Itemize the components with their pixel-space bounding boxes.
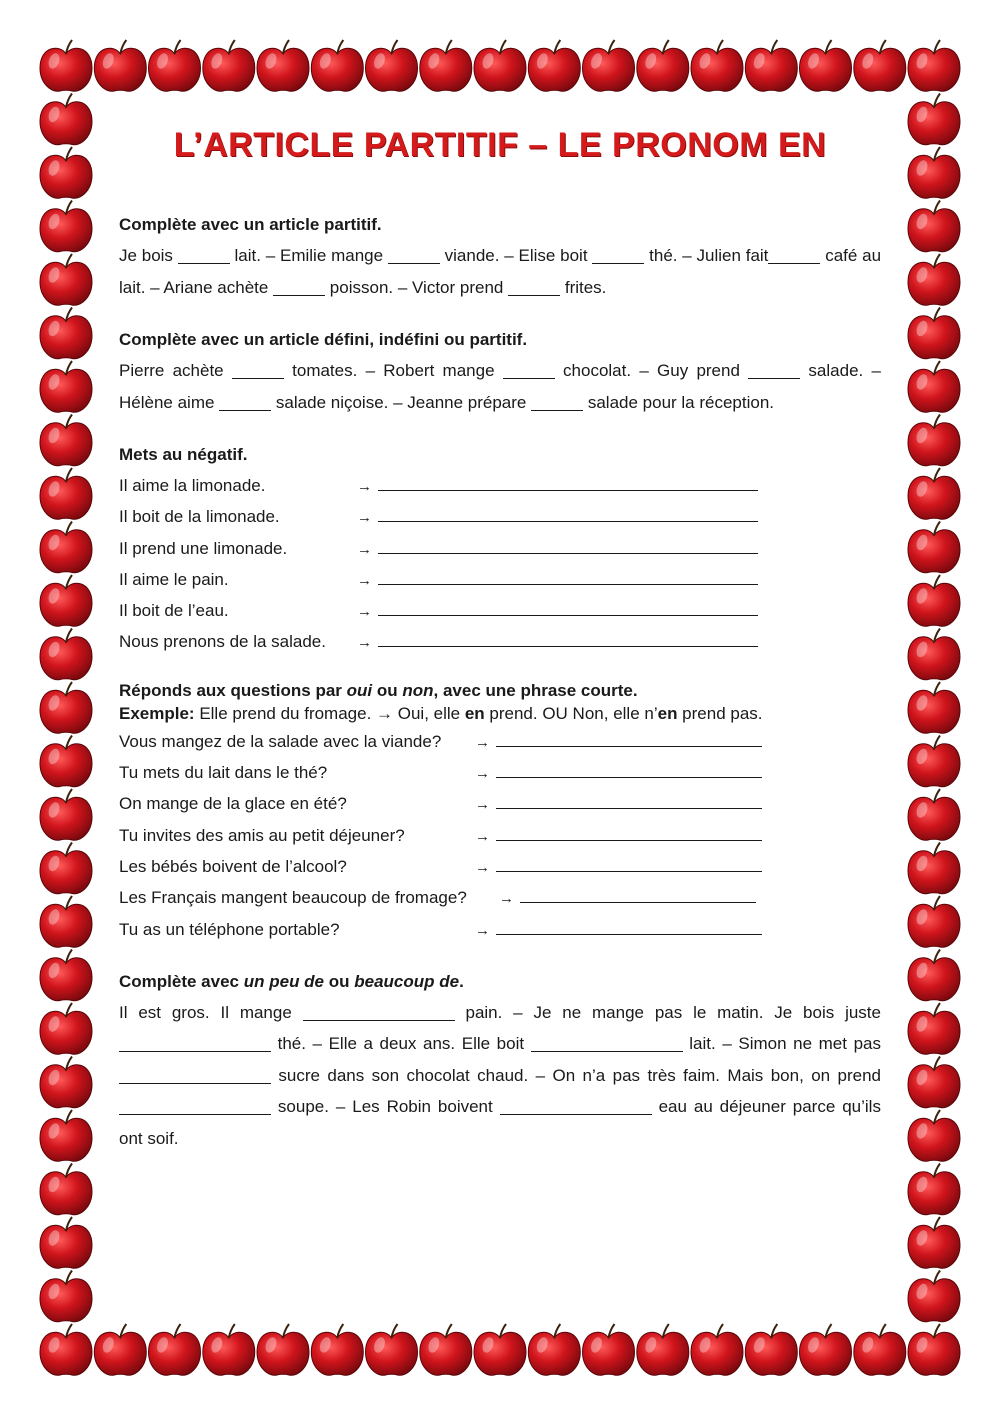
blank[interactable] <box>592 245 644 264</box>
apple-icon <box>311 1324 363 1375</box>
exercise-2-heading: Complète avec un article défini, indéfini ou partitif. <box>119 330 528 349</box>
apple-icon <box>40 1110 92 1161</box>
list-item <box>119 757 881 788</box>
exercise-3 <box>119 440 881 658</box>
apple-icon <box>40 575 92 626</box>
arrow-icon: → <box>475 733 490 751</box>
apple-icon <box>908 361 960 412</box>
apple-icon <box>257 40 309 91</box>
question: Les Français mangent beaucoup de fromage? <box>119 888 467 908</box>
list-item <box>119 726 881 757</box>
apple-icon <box>908 201 960 252</box>
question: Tu as un téléphone portable? <box>119 919 340 939</box>
blank[interactable] <box>273 277 325 296</box>
text: Réponds aux questions par <box>119 680 347 700</box>
text: salade niçoise. – Jeanne prépare <box>275 392 527 412</box>
question-list <box>119 726 881 945</box>
example-sentence <box>119 702 881 726</box>
exercise-2 <box>119 325 881 418</box>
apple-icon <box>474 40 526 91</box>
apple-icon <box>40 40 92 91</box>
question: On mange de la glace en été? <box>119 794 347 814</box>
apple-icon <box>40 950 92 1001</box>
question: Tu mets du lait dans le thé? <box>119 763 328 783</box>
arrow-icon: → <box>357 540 372 558</box>
answer-line[interactable] <box>378 535 758 554</box>
list-item <box>119 501 881 532</box>
apple-icon <box>908 575 960 626</box>
apple-icon <box>908 1110 960 1161</box>
blank[interactable] <box>768 245 820 264</box>
text: salade pour la réception. <box>587 392 775 412</box>
blank[interactable] <box>178 245 230 264</box>
apple-icon <box>40 94 92 145</box>
arrow-icon: → <box>475 858 490 876</box>
apple-icon <box>745 40 797 91</box>
apple-icon <box>40 789 92 840</box>
list-item <box>119 626 881 657</box>
apple-icon <box>691 1324 743 1375</box>
apple-icon <box>583 1324 635 1375</box>
question: Les bébés boivent de l’alcool? <box>119 856 347 876</box>
text: Pierre achète <box>119 361 224 380</box>
list-item <box>119 882 881 913</box>
blank[interactable] <box>232 360 284 379</box>
apple-icon <box>474 1324 526 1375</box>
arrow-icon: → <box>499 890 514 908</box>
answer-line[interactable] <box>496 822 762 841</box>
blank[interactable] <box>503 360 555 379</box>
blank[interactable] <box>119 1065 271 1084</box>
apple-icon <box>40 1057 92 1108</box>
text: ou <box>324 971 355 991</box>
apple-icon <box>908 1164 960 1215</box>
example-label: Exemple: <box>119 703 195 723</box>
blank[interactable] <box>219 392 271 411</box>
apple-icon <box>908 736 960 787</box>
apple-icon <box>691 40 743 91</box>
apple-icon <box>908 1271 960 1322</box>
blank[interactable] <box>500 1096 652 1115</box>
arrow-icon: → <box>357 478 372 495</box>
apple-icon <box>420 1324 472 1375</box>
text: un peu de <box>243 971 325 991</box>
text: lait. – Simon ne met pas <box>689 1034 881 1054</box>
worksheet <box>119 120 881 1176</box>
apple-icon <box>366 1324 418 1375</box>
apple-icon <box>311 40 363 91</box>
text: non <box>402 680 434 700</box>
text: pain. – Je ne mange pas le matin. Je bois juste <box>465 1002 881 1022</box>
answer-line[interactable] <box>496 853 762 872</box>
exercise-5-text <box>119 997 881 1155</box>
arrow-icon: → <box>475 921 490 939</box>
text: sucre dans son chocolat chaud. – On n’a pas très faim. Mais bon, on prend <box>278 1065 881 1085</box>
text: salade. – <box>808 361 881 380</box>
apple-icon <box>908 40 960 91</box>
apple-icon <box>40 522 92 573</box>
arrow-icon: → <box>475 796 490 814</box>
apple-icon <box>908 950 960 1001</box>
text: thé. – Elle a deux ans. Elle boit <box>277 1034 525 1054</box>
blank[interactable] <box>508 277 560 296</box>
question: Il prend une limonade. <box>119 538 288 558</box>
blank[interactable] <box>388 245 440 264</box>
text: . <box>459 971 464 991</box>
question: Vous mangez de la salade avec la viande? <box>119 731 442 751</box>
text: frites. <box>564 277 607 297</box>
arrow-icon: → <box>475 827 490 845</box>
blank[interactable] <box>119 1033 271 1052</box>
exercise-1-text <box>119 240 881 303</box>
apple-icon <box>908 308 960 359</box>
apple-icon <box>800 40 852 91</box>
text: en <box>464 703 485 723</box>
apple-icon <box>40 415 92 466</box>
answer-line[interactable] <box>496 790 762 809</box>
apple-icon <box>908 415 960 466</box>
apple-icon <box>40 629 92 680</box>
apple-icon <box>40 468 92 519</box>
arrow-icon: → <box>475 765 490 783</box>
apple-icon <box>854 1324 906 1375</box>
blank[interactable] <box>748 360 800 379</box>
apple-icon <box>40 147 92 198</box>
apple-icon <box>908 896 960 947</box>
blank[interactable] <box>531 392 583 411</box>
apple-icon <box>40 736 92 787</box>
text: poisson. – Victor prend <box>329 277 504 297</box>
answer-line[interactable] <box>520 884 756 903</box>
list-item <box>119 533 881 564</box>
text: , avec une phrase courte. <box>433 680 638 700</box>
apple-icon <box>149 40 201 91</box>
text: prend. OU Non, elle n’ <box>484 703 658 723</box>
worksheet-title: L’ARTICLE PARTITIF – LE PRONOM EN <box>173 126 827 164</box>
apple-icon <box>637 40 689 91</box>
apple-icon <box>366 40 418 91</box>
apple-icon <box>908 682 960 733</box>
text: café au lait. – Ariane achète <box>119 246 882 297</box>
exercise-5 <box>119 967 881 1155</box>
question: Il boit de l’eau. <box>119 601 229 621</box>
answer-line[interactable] <box>496 759 762 778</box>
apple-icon <box>908 147 960 198</box>
apple-icon <box>528 40 580 91</box>
text: prend pas. <box>677 703 763 723</box>
answer-line[interactable] <box>378 628 758 647</box>
blank[interactable] <box>531 1033 683 1052</box>
apple-icon <box>40 1271 92 1322</box>
exercise-4 <box>119 680 881 945</box>
text: eau au déjeuner parce qu’ils ont soif. <box>119 1097 881 1148</box>
text: Hélène aime <box>119 392 215 412</box>
text: Il est gros. Il mange <box>119 1002 292 1022</box>
apple-icon <box>745 1324 797 1375</box>
apple-icon <box>854 40 906 91</box>
apple-icon <box>203 1324 255 1375</box>
list-item <box>119 595 881 626</box>
apple-icon <box>908 629 960 680</box>
arrow-icon: → <box>357 603 372 621</box>
answer-line[interactable] <box>378 597 758 616</box>
apple-icon <box>908 1324 960 1375</box>
list-item <box>119 820 881 851</box>
answer-line[interactable] <box>496 728 762 747</box>
text: lait. – Emilie mange <box>234 246 384 265</box>
text: chocolat. – Guy prend <box>563 361 740 380</box>
blank[interactable] <box>303 1002 455 1021</box>
list-item <box>119 851 881 882</box>
answer-line[interactable] <box>496 916 762 935</box>
text: en <box>657 703 678 723</box>
apple-icon <box>94 40 146 91</box>
apple-icon <box>40 1217 92 1268</box>
apple-icon <box>908 789 960 840</box>
apple-icon <box>40 1003 92 1054</box>
exercise-3-heading: Mets au négatif. <box>119 445 248 464</box>
apple-icon <box>40 361 92 412</box>
apple-icon <box>40 254 92 305</box>
text: oui <box>346 680 373 700</box>
text: ou <box>372 680 403 700</box>
apple-icon <box>257 1324 309 1375</box>
text: Complète avec <box>119 971 244 991</box>
question: Il aime le pain. <box>119 569 229 589</box>
apple-icon <box>420 40 472 91</box>
text: viande. – Elise boit <box>444 246 588 265</box>
text: tomates. – Robert mange <box>292 361 495 380</box>
apple-icon <box>40 896 92 947</box>
apple-icon <box>908 522 960 573</box>
apple-icon <box>583 40 635 91</box>
exercise-1 <box>119 210 881 303</box>
exercise-5-heading <box>119 967 881 997</box>
apple-icon <box>40 843 92 894</box>
answer-line[interactable] <box>378 472 758 491</box>
apple-icon <box>40 1324 92 1375</box>
list-item <box>119 914 881 945</box>
question: Tu invites des amis au petit déjeuner? <box>119 825 405 845</box>
apple-icon <box>203 40 255 91</box>
apple-icon <box>94 1324 146 1375</box>
question: Il boit de la limonade. <box>119 507 280 527</box>
list-item <box>119 564 881 595</box>
answer-line[interactable] <box>378 503 758 522</box>
apple-icon <box>908 843 960 894</box>
apple-icon <box>908 1003 960 1054</box>
text: thé. – Julien fait <box>649 246 769 265</box>
question: Il aime la limonade. <box>119 476 266 495</box>
apple-icon <box>528 1324 580 1375</box>
text: soupe. – Les Robin boivent <box>277 1097 493 1117</box>
apple-icon <box>40 308 92 359</box>
apple-icon <box>908 1057 960 1108</box>
apple-icon <box>637 1324 689 1375</box>
list-item <box>119 470 881 501</box>
text: Elle prend du fromage. → Oui, elle <box>194 703 465 723</box>
exercise-1-heading: Complète avec un article partitif. <box>119 215 382 234</box>
answer-line[interactable] <box>378 566 758 585</box>
arrow-icon: → <box>357 509 372 527</box>
question: Nous prenons de la salade. <box>119 632 326 652</box>
apple-icon <box>40 682 92 733</box>
arrow-icon: → <box>357 634 372 652</box>
apple-icon <box>40 1164 92 1215</box>
exercise-4-heading <box>119 680 881 702</box>
apple-icon <box>908 94 960 145</box>
apple-icon <box>149 1324 201 1375</box>
apple-icon <box>908 254 960 305</box>
text: Je bois <box>119 246 173 265</box>
apple-icon <box>908 1217 960 1268</box>
blank[interactable] <box>119 1096 271 1115</box>
list-item <box>119 788 881 819</box>
apple-icon <box>800 1324 852 1375</box>
negative-list <box>119 470 881 658</box>
exercise-2-text <box>119 355 881 418</box>
arrow-icon: → <box>357 571 372 589</box>
apple-icon <box>908 468 960 519</box>
apple-icon <box>40 201 92 252</box>
text: beaucoup de <box>354 971 460 991</box>
